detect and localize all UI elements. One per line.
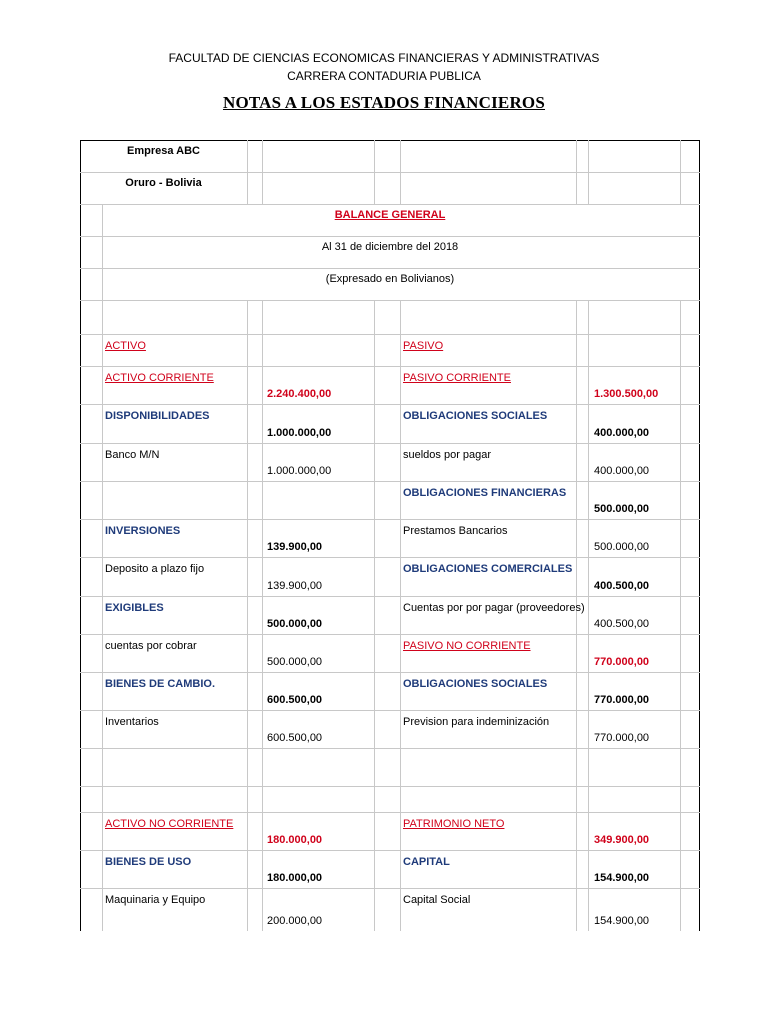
right-account-value: 770.000,00 [594, 656, 650, 668]
col-divider [374, 300, 375, 931]
col-divider [576, 300, 577, 931]
right-account-label: OBLIGACIONES FINANCIERAS [403, 487, 567, 499]
left-account-value: 1.000.000,00 [267, 427, 332, 439]
left-account-label: DISPONIBILIDADES [105, 410, 210, 422]
statement-currency: (Expresado en Bolivianos) [325, 273, 455, 285]
left-account-value: 600.500,00 [267, 694, 323, 706]
row-divider [80, 850, 700, 851]
left-account-value: 500.000,00 [267, 656, 323, 668]
row-divider [80, 481, 700, 482]
left-account-label: Maquinaria y Equipo [105, 894, 206, 906]
row-divider [80, 596, 700, 597]
right-account-label: PASIVO NO CORRIENTE [403, 640, 531, 652]
col-divider [374, 140, 375, 204]
right-account-label: PATRIMONIO NETO [403, 818, 505, 830]
company-location: Oruro - Bolivia [125, 177, 202, 189]
row-divider [80, 366, 700, 367]
left-account-value: 500.000,00 [267, 618, 323, 630]
career-line: CARRERA CONTADURIA PUBLICA [287, 69, 481, 83]
right-account-value: 400.000,00 [594, 427, 650, 439]
right-account-label: Prevision para indeminización [403, 716, 550, 728]
col-divider [680, 300, 681, 931]
left-account-label: ACTIVO NO CORRIENTE [105, 818, 234, 830]
col-divider [588, 300, 589, 931]
left-account-value: 180.000,00 [267, 834, 323, 846]
right-account-value: 154.900,00 [594, 872, 650, 884]
left-account-value: 139.900,00 [267, 580, 323, 592]
row-divider [80, 443, 700, 444]
col-divider [680, 140, 681, 204]
left-account-value: 600.500,00 [267, 732, 323, 744]
table-top-border [80, 140, 700, 141]
left-account-value: 200.000,00 [267, 915, 323, 927]
row-divider [80, 172, 700, 173]
left-account-label: cuentas por cobrar [105, 640, 197, 652]
left-account-label: BIENES DE USO [105, 856, 192, 868]
left-account-label: ACTIVO [105, 340, 146, 352]
row-divider [80, 710, 700, 711]
left-account-label: EXIGIBLES [105, 602, 164, 614]
right-account-label: sueldos por pagar [403, 449, 492, 461]
row-divider [80, 634, 700, 635]
right-account-label: OBLIGACIONES SOCIALES [403, 410, 548, 422]
right-account-value: 1.300.500,00 [594, 388, 659, 400]
row-divider [80, 404, 700, 405]
row-divider [80, 334, 700, 335]
right-account-label: Capital Social [403, 894, 471, 906]
right-account-value: 500.000,00 [594, 541, 650, 553]
document-title: NOTAS A LOS ESTADOS FINANCIEROS [222, 93, 546, 112]
right-account-value: 349.900,00 [594, 834, 650, 846]
row-divider [80, 557, 700, 558]
left-account-label: INVERSIONES [105, 525, 181, 537]
left-account-label: Banco M/N [105, 449, 160, 461]
row-divider [80, 519, 700, 520]
right-account-value: 400.500,00 [594, 618, 650, 630]
col-divider [262, 140, 263, 204]
left-account-label: Deposito a plazo fijo [105, 563, 205, 575]
right-account-label: Prestamos Bancarios [403, 525, 508, 537]
right-account-label: PASIVO [403, 340, 444, 352]
left-account-value: 2.240.400,00 [267, 388, 332, 400]
statement-title: BALANCE GENERAL [334, 209, 446, 221]
row-divider [80, 236, 700, 237]
right-account-value: 400.000,00 [594, 465, 650, 477]
right-account-label: OBLIGACIONES SOCIALES [403, 678, 548, 690]
left-account-value: 139.900,00 [267, 541, 323, 553]
left-account-value: 180.000,00 [267, 872, 323, 884]
row-divider [80, 786, 700, 787]
left-account-label: BIENES DE CAMBIO. [105, 678, 216, 690]
right-account-value: 154.900,00 [594, 915, 650, 927]
row-divider [80, 300, 700, 301]
row-divider [80, 812, 700, 813]
row-divider [80, 268, 700, 269]
col-divider [247, 300, 248, 931]
col-divider [247, 140, 248, 204]
left-account-label: Inventarios [105, 716, 159, 728]
right-account-value: 500.000,00 [594, 503, 650, 515]
right-account-value: 400.500,00 [594, 580, 650, 592]
col-divider [262, 300, 263, 931]
col-divider [102, 204, 103, 931]
col-divider [400, 140, 401, 204]
right-account-label: PASIVO CORRIENTE [403, 372, 511, 384]
row-divider [80, 204, 700, 205]
right-account-label: Cuentas por por pagar (proveedores) [403, 602, 585, 614]
row-divider [80, 672, 700, 673]
right-account-label: OBLIGACIONES COMERCIALES [403, 563, 573, 575]
left-account-value: 1.000.000,00 [267, 465, 332, 477]
row-divider [80, 888, 700, 889]
left-account-label: ACTIVO CORRIENTE [105, 372, 214, 384]
right-account-value: 770.000,00 [594, 694, 650, 706]
company-name: Empresa ABC [127, 145, 200, 157]
right-account-value: 770.000,00 [594, 732, 650, 744]
col-divider [576, 140, 577, 204]
right-account-label: CAPITAL [403, 856, 450, 868]
col-divider [400, 300, 401, 931]
faculty-line: FACULTAD DE CIENCIAS ECONOMICAS FINANCIERAS Y ADMINISTRATIVAS [168, 51, 600, 65]
statement-date: Al 31 de diciembre del 2018 [321, 241, 459, 253]
row-divider [80, 748, 700, 749]
col-divider [588, 140, 589, 204]
